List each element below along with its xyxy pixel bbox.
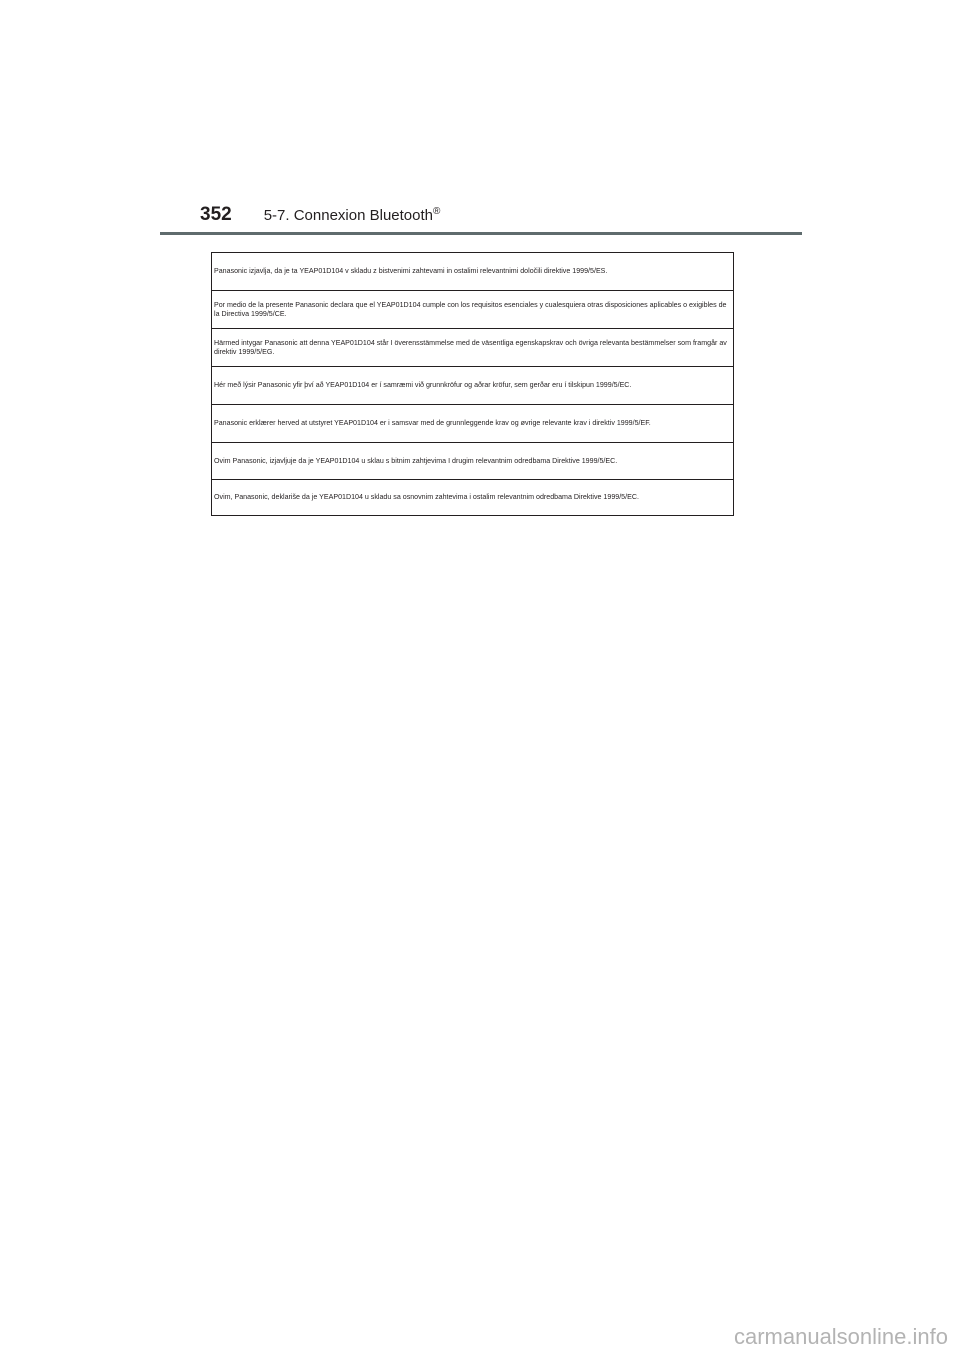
declaration-row-swedish (212, 328, 733, 366)
page-header (200, 204, 440, 234)
declaration-row-spanish (212, 290, 733, 328)
declaration-row-norwegian (212, 404, 733, 442)
declaration-table (211, 252, 734, 516)
declaration-row-slovenian (212, 253, 733, 290)
header-rule (160, 232, 802, 235)
declaration-row-serbian (212, 479, 733, 514)
declaration-row-croatian (212, 442, 733, 479)
registered-mark: ® (433, 206, 441, 217)
declaration-text: Panasonic erklærer herved at utstyret YEAP01D104 er i samsvar med de grunnleggende krav og øvrige relevante krav i direktiv 1999/5/EF. (214, 419, 651, 427)
section-title-text: 5-7. Connexion Bluetooth (263, 207, 433, 224)
declaration-text: Ovim Panasonic, izjavljuje da je YEAP01D104 u sklau s bitnim zahtjevima I drugim relevantnim odredbama Direktive 1999/5/EC. (214, 456, 618, 465)
declaration-row-icelandic (212, 366, 733, 404)
declaration-text: Hér með lýsir Panasonic yfir því að YEAP01D104 er í samræmi við grunnkröfur og aðrar kröfur, sem gerðar eru í tilskipun 1999/5/EC. (214, 381, 632, 389)
declaration-text: Ovim, Panasonic, deklariše da je YEAP01D104 u skladu sa osnovnim zahtevima i ostalim relevantnim odredbama Direktive 1999/5/EC. (214, 492, 639, 501)
section-title (264, 207, 441, 224)
declaration-text: Por medio de la presente Panasonic declara que el YEAP01D104 cumple con los requisitos esenciales y cualesquiera otras disposiciones aplicables o exigibles de la Directiva 1999/5/CE. (214, 300, 727, 318)
declaration-text: Härmed intygar Panasonic att denna YEAP01D104 står I överensstämmelse med de väsentliga egenskapskrav och övriga relevanta bestämmelser som framgår av direktiv 1999/5/EG. (214, 338, 727, 356)
page-number: 352 (200, 204, 232, 225)
declaration-text: Panasonic izjavlja, da je ta YEAP01D104 v skladu z bistvenimi zahtevami in ostalimi relevantnimi določili direktive 1999/5/ES. (214, 267, 608, 275)
watermark: carmanualsonline.info (733, 1324, 948, 1349)
